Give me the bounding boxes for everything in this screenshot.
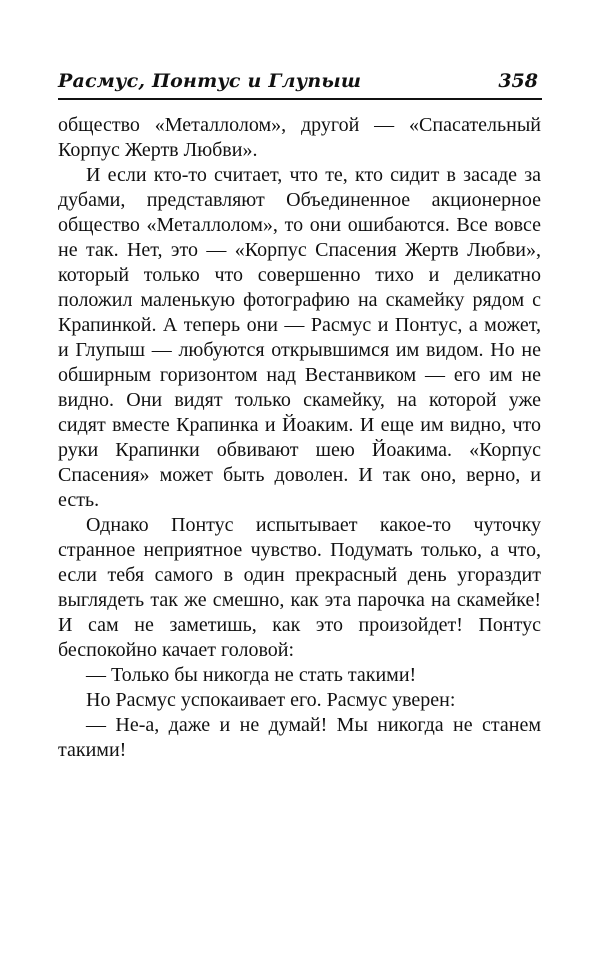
dialogue-line: — Не-а, даже и не думай! Мы никогда не станем такими!: [58, 714, 541, 761]
book-title: Расмус, Понтус и Глупыш: [58, 70, 362, 92]
paragraph: И если кто-то считает, что те, кто сидит в засаде за дубами, представляют Объединенное акционерное общество «Металлолом», то они ошибаются. Все вовсе не так. Нет, это — «Корпус Спасения Жертв Любви», который только что совершенно тихо и деликатно положил маленькую фотографию на скамейку рядом с Крапинкой. А теперь они — Расмус и Понтус, а может, и Глупыш — любуются открывшимся им видом. Но не обширным горизонтом над Вестанвиком — его им не видно. Они видят только скамейку, на которой уже сидят вместе Крапинка и Йоаким. И еще им видно, что руки Крапинки обвивают шею Йоакима. «Корпус Спасения» может быть доволен. И так оно, верно, и есть.: [58, 164, 541, 511]
paragraph: Однако Понтус испытывает какое-то чуточку странное неприятное чувство. Подумать только, а что, если тебя самого в один прекрасный день угораздит выглядеть так же смешно, как эта парочка на скамейке! И сам не заметишь, как это произойдет! Понтус беспокойно качает головой:: [58, 514, 541, 661]
body-text: [58, 113, 541, 763]
running-header: [58, 70, 542, 100]
paragraph-continuation: общество «Металлолом», другой — «Спасательный Корпус Жертв Любви».: [58, 114, 541, 161]
header-rule: [58, 98, 542, 100]
page-number: 358: [498, 70, 538, 92]
paragraph: Но Расмус успокаивает его. Расмус уверен:: [86, 689, 456, 711]
dialogue-line: — Только бы никогда не стать такими!: [86, 664, 417, 686]
